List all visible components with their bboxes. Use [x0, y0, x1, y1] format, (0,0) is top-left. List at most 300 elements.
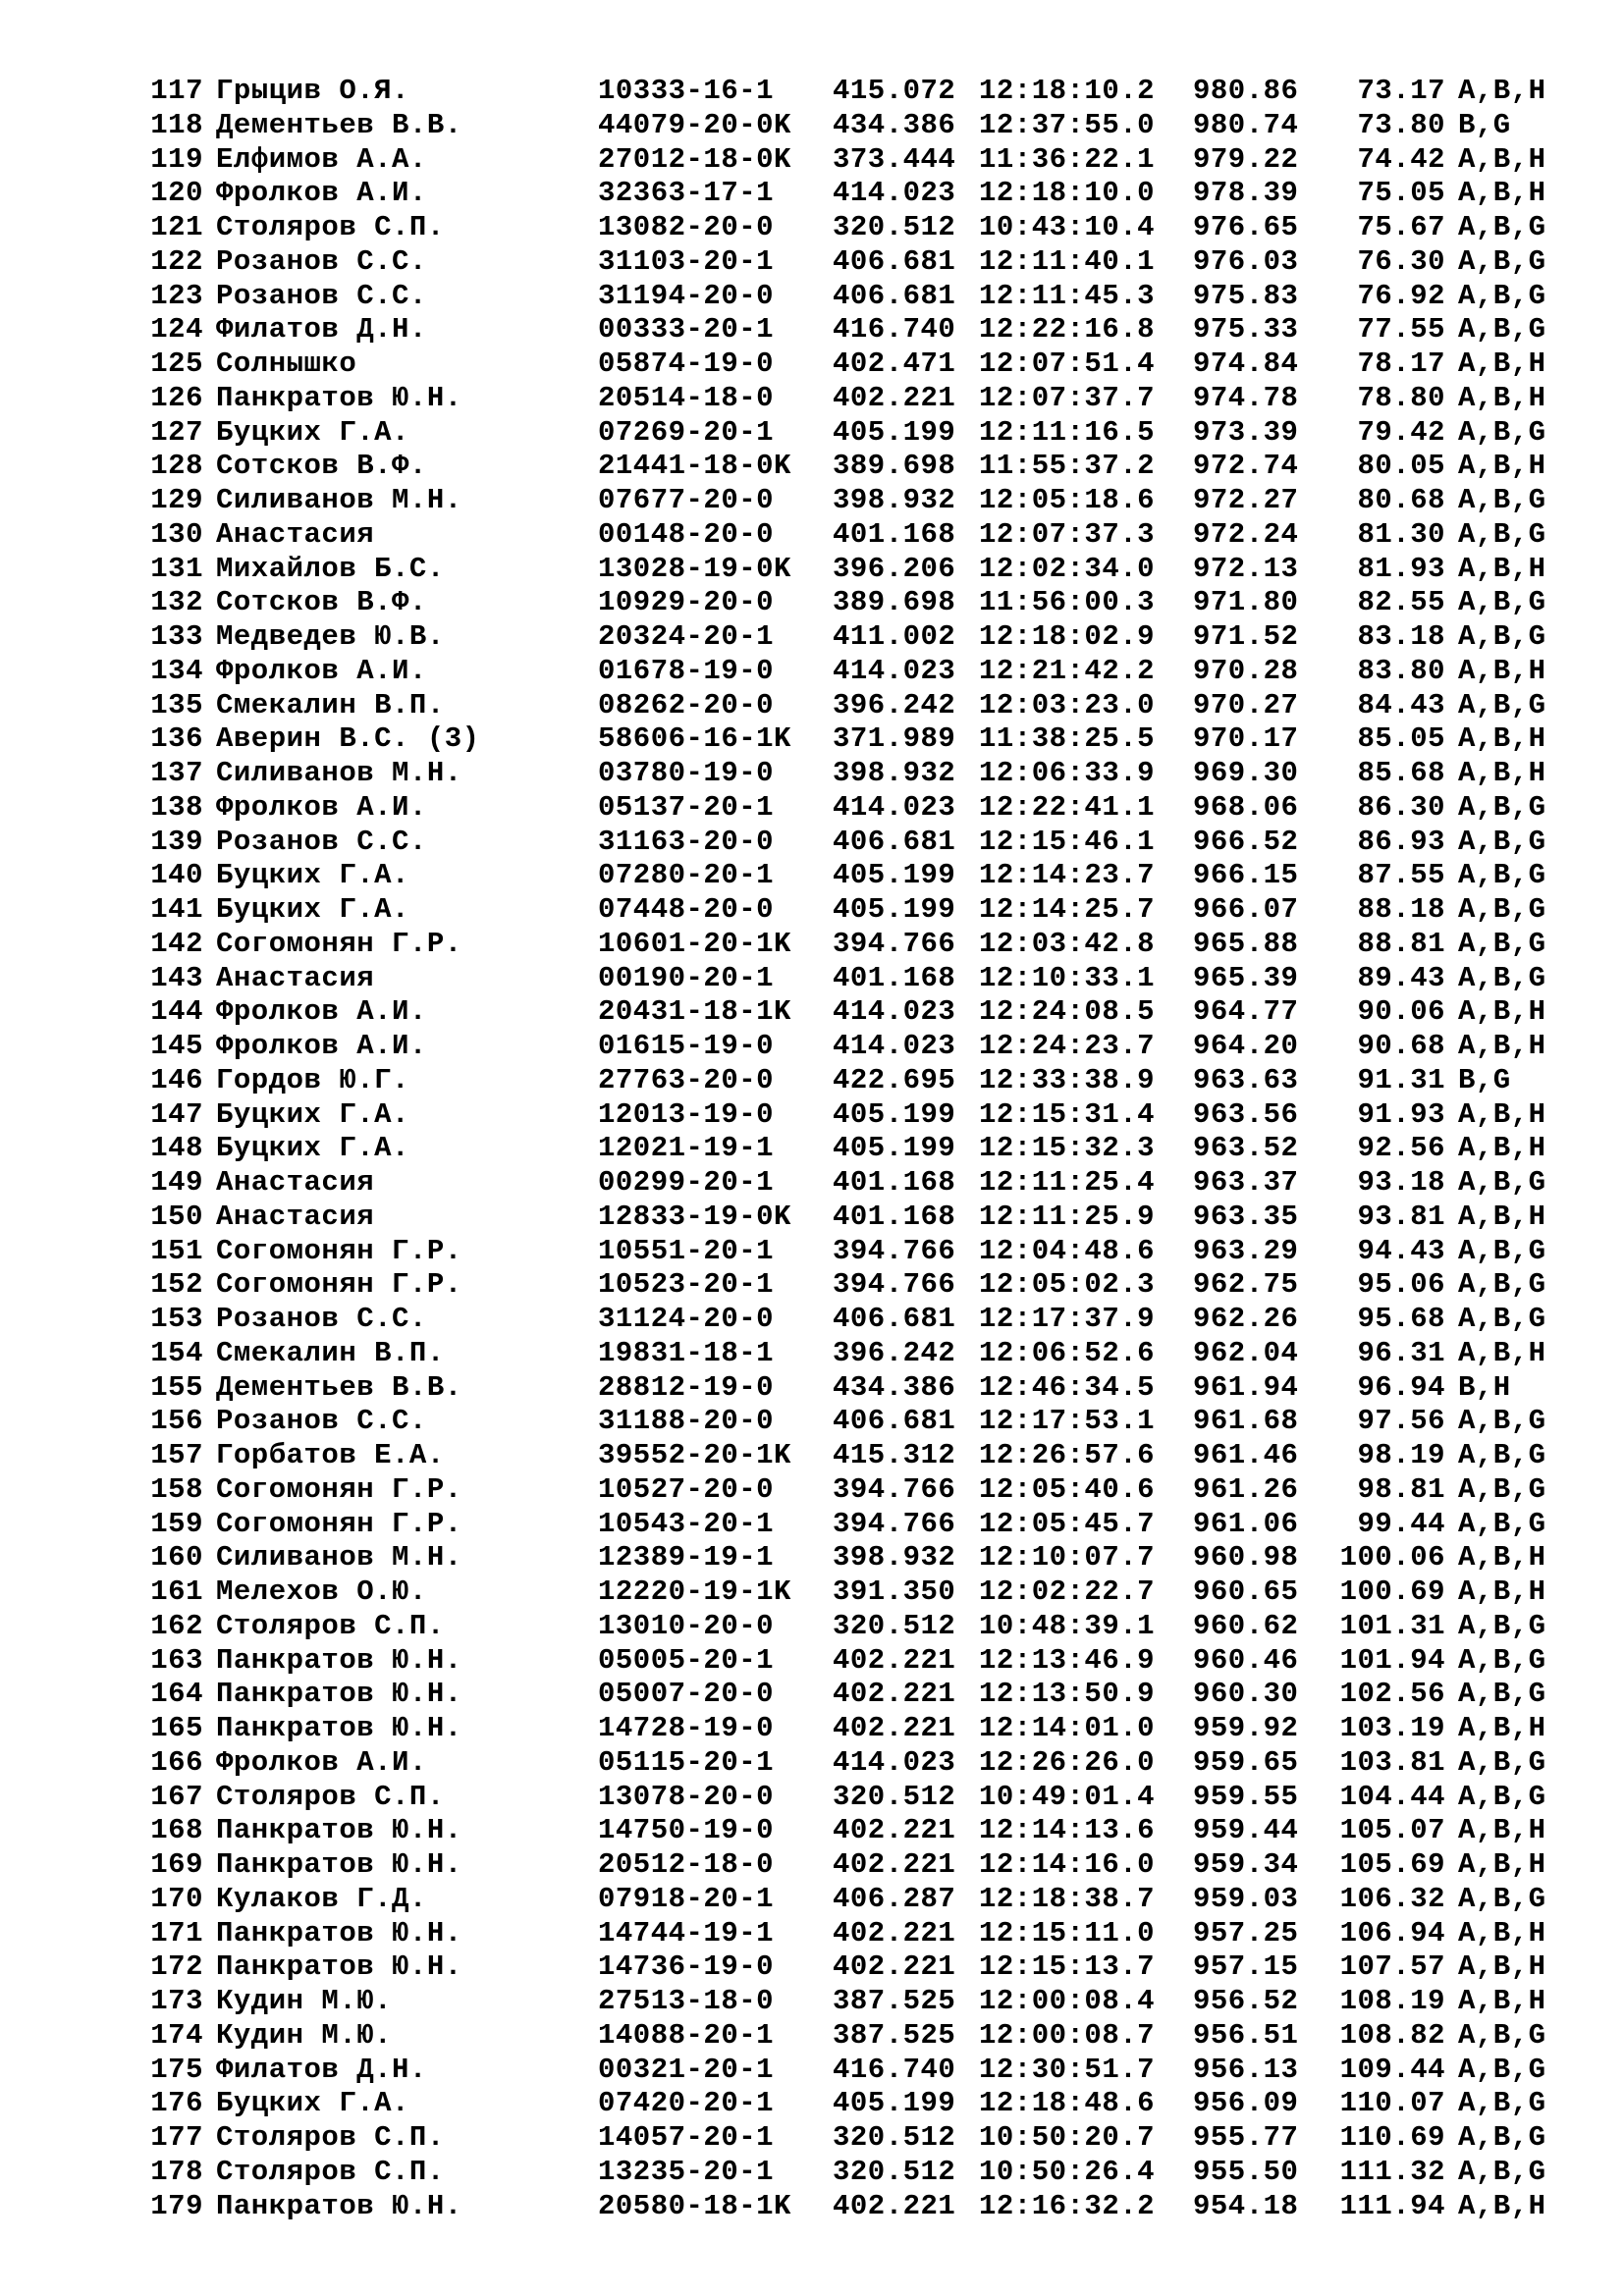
ring-number: 05007-20-0: [598, 1678, 775, 1711]
points-value: 77.55: [1357, 313, 1445, 347]
points-value: 74.42: [1357, 142, 1445, 176]
speed-value: 959.03: [1193, 1882, 1299, 1915]
owner-name: Гордов Ю.Г.: [216, 1063, 409, 1096]
owner-name: Панкратов Ю.Н.: [216, 1848, 462, 1881]
table-row: [144, 1097, 1546, 1133]
table-row: [144, 1200, 1546, 1235]
speed-value: 960.30: [1193, 1678, 1299, 1711]
speed-value: 980.86: [1193, 75, 1299, 107]
points-value: 91.93: [1357, 1097, 1445, 1131]
ring-number: 14728-19-0: [598, 1712, 775, 1744]
ring-number: 00321-20-1: [598, 2053, 775, 2086]
owner-name: Силиванов М.Н.: [216, 484, 462, 516]
distance-km: 394.766: [833, 1507, 956, 1540]
owner-name: Кудин М.Ю.: [216, 2018, 393, 2052]
speed-value: 969.30: [1193, 757, 1299, 789]
speed-value: 972.74: [1193, 450, 1299, 483]
points-value: 81.30: [1357, 517, 1445, 551]
table-row: [144, 1303, 1546, 1337]
arrival-time: 12:15:32.3: [979, 1132, 1156, 1165]
owner-name: Согомонян Г.Р.: [216, 1507, 462, 1540]
arrival-time: 11:36:22.1: [979, 142, 1156, 176]
owner-name: Согомонян Г.Р.: [216, 1268, 462, 1302]
points-value: 86.93: [1357, 825, 1445, 858]
speed-value: 955.77: [1193, 2121, 1299, 2154]
class-codes: A,B,G: [1458, 825, 1546, 858]
ring-number: 07280-20-1: [598, 859, 775, 892]
speed-value: 955.50: [1193, 2155, 1299, 2188]
ring-number: 20512-18-0: [598, 1848, 775, 1881]
place-number: 160: [150, 1541, 203, 1575]
class-codes: A,B,G: [1458, 1405, 1546, 1438]
distance-km: 406.287: [833, 1882, 956, 1915]
distance-km: 401.168: [833, 961, 956, 994]
table-row: [144, 1166, 1546, 1201]
class-codes: A,B,H: [1458, 1030, 1546, 1062]
speed-value: 970.28: [1193, 654, 1299, 687]
ring-number: 12021-19-1: [598, 1132, 775, 1165]
owner-name: Фролков А.И.: [216, 654, 427, 687]
arrival-time: 12:17:37.9: [979, 1303, 1156, 1335]
distance-km: 402.471: [833, 347, 956, 380]
ring-number: 05005-20-1: [598, 1643, 775, 1677]
table-row: [144, 1234, 1546, 1269]
table-row: [144, 1814, 1546, 1848]
points-value: 98.81: [1357, 1472, 1445, 1506]
distance-km: 405.199: [833, 415, 956, 449]
table-row: [144, 211, 1546, 245]
ring-number: 12220-19-1K: [598, 1575, 791, 1608]
ring-number: 01615-19-0: [598, 1030, 775, 1062]
distance-km: 387.525: [833, 2018, 956, 2052]
class-codes: A,B,G: [1458, 1439, 1546, 1471]
points-value: 80.68: [1357, 484, 1445, 516]
table-row: [144, 1780, 1546, 1815]
arrival-time: 12:11:25.9: [979, 1200, 1156, 1233]
place-number: 161: [150, 1575, 203, 1608]
class-codes: A,B,H: [1458, 75, 1546, 107]
arrival-time: 12:15:11.0: [979, 1916, 1156, 1949]
table-row: [144, 279, 1546, 314]
place-number: 122: [150, 244, 203, 278]
arrival-time: 12:05:40.6: [979, 1472, 1156, 1506]
arrival-time: 12:26:26.0: [979, 1745, 1156, 1779]
place-number: 158: [150, 1472, 203, 1506]
speed-value: 974.78: [1193, 381, 1299, 414]
distance-km: 402.221: [833, 1678, 956, 1711]
speed-value: 959.65: [1193, 1745, 1299, 1779]
place-number: 127: [150, 415, 203, 449]
place-number: 134: [150, 654, 203, 687]
table-row: [144, 1371, 1539, 1406]
class-codes: A,B,H: [1458, 654, 1546, 687]
distance-km: 402.221: [833, 1814, 956, 1847]
class-codes: A,B,H: [1458, 1575, 1546, 1608]
table-row: [144, 1678, 1546, 1712]
points-value: 109.44: [1339, 2053, 1445, 2086]
table-row: [144, 1848, 1546, 1883]
distance-km: 402.221: [833, 1916, 956, 1949]
distance-km: 320.512: [833, 1609, 956, 1642]
table-row: [144, 517, 1546, 553]
ring-number: 27763-20-0: [598, 1063, 775, 1096]
points-value: 99.44: [1357, 1507, 1445, 1540]
points-value: 81.93: [1357, 552, 1445, 585]
distance-km: 416.740: [833, 313, 956, 347]
place-number: 155: [150, 1370, 203, 1404]
arrival-time: 10:50:26.4: [979, 2155, 1156, 2188]
points-value: 75.05: [1357, 177, 1445, 210]
speed-value: 975.33: [1193, 313, 1299, 347]
place-number: 123: [150, 279, 203, 312]
points-value: 101.31: [1339, 1609, 1445, 1642]
ring-number: 07269-20-1: [598, 415, 775, 449]
speed-value: 962.04: [1193, 1336, 1299, 1369]
place-number: 145: [150, 1030, 203, 1062]
table-row: [144, 2121, 1546, 2156]
ring-number: 31103-20-1: [598, 244, 775, 278]
class-codes: A,B,H: [1458, 1985, 1546, 2017]
class-codes: A,B,G: [1458, 244, 1546, 278]
place-number: 133: [150, 620, 203, 653]
class-codes: A,B,H: [1458, 1814, 1546, 1847]
owner-name: Розанов С.С.: [216, 279, 427, 312]
class-codes: A,B,H: [1458, 1132, 1546, 1165]
ring-number: 14057-20-1: [598, 2121, 775, 2154]
class-codes: B,H: [1458, 1370, 1511, 1404]
arrival-time: 12:14:25.7: [979, 893, 1156, 926]
class-codes: B,G: [1458, 1063, 1511, 1096]
table-row: [144, 1439, 1546, 1473]
arrival-time: 12:14:16.0: [979, 1848, 1156, 1881]
speed-value: 960.65: [1193, 1575, 1299, 1608]
speed-value: 968.06: [1193, 790, 1299, 824]
distance-km: 394.766: [833, 927, 956, 960]
table-row: [144, 1916, 1546, 1951]
ring-number: 05137-20-1: [598, 790, 775, 824]
points-value: 90.06: [1357, 995, 1445, 1029]
speed-value: 964.20: [1193, 1030, 1299, 1062]
distance-km: 405.199: [833, 1132, 956, 1165]
place-number: 131: [150, 552, 203, 585]
speed-value: 972.24: [1193, 517, 1299, 551]
owner-name: Буцких Г.А.: [216, 2087, 409, 2120]
distance-km: 405.199: [833, 859, 956, 892]
speed-value: 961.26: [1193, 1472, 1299, 1506]
distance-km: 405.199: [833, 893, 956, 926]
place-number: 159: [150, 1507, 203, 1540]
points-value: 75.67: [1357, 211, 1445, 243]
points-value: 90.68: [1357, 1030, 1445, 1062]
arrival-time: 12:37:55.0: [979, 108, 1156, 141]
points-value: 106.32: [1339, 1882, 1445, 1915]
distance-km: 414.023: [833, 1030, 956, 1062]
owner-name: Филатов Д.Н.: [216, 2053, 427, 2086]
owner-name: Силиванов М.Н.: [216, 1541, 462, 1575]
speed-value: 966.15: [1193, 859, 1299, 892]
ring-number: 32363-17-1: [598, 177, 775, 210]
place-number: 156: [150, 1405, 203, 1438]
speed-value: 960.62: [1193, 1609, 1299, 1642]
ring-number: 28812-19-0: [598, 1370, 775, 1404]
class-codes: A,B,H: [1458, 722, 1546, 756]
points-value: 96.94: [1357, 1370, 1445, 1404]
place-number: 132: [150, 586, 203, 619]
arrival-time: 12:18:38.7: [979, 1882, 1156, 1915]
distance-km: 414.023: [833, 1745, 956, 1779]
place-number: 168: [150, 1814, 203, 1847]
table-row: [144, 142, 1546, 178]
table-row: [144, 1030, 1546, 1064]
arrival-time: 12:16:32.2: [979, 2189, 1156, 2222]
distance-km: 391.350: [833, 1575, 956, 1608]
speed-value: 957.25: [1193, 1916, 1299, 1949]
table-row: [144, 1643, 1546, 1679]
arrival-time: 12:11:40.1: [979, 244, 1156, 278]
arrival-time: 12:14:01.0: [979, 1712, 1156, 1744]
speed-value: 956.52: [1193, 1985, 1299, 2017]
speed-value: 956.13: [1193, 2053, 1299, 2086]
speed-value: 960.98: [1193, 1541, 1299, 1575]
arrival-time: 12:24:08.5: [979, 995, 1156, 1029]
ring-number: 13235-20-1: [598, 2155, 775, 2188]
class-codes: A,B,G: [1458, 688, 1546, 721]
distance-km: 401.168: [833, 517, 956, 551]
arrival-time: 12:00:08.7: [979, 2018, 1156, 2052]
distance-km: 402.221: [833, 1950, 956, 1984]
results-table: [144, 75, 1546, 2223]
owner-name: Смекалин В.П.: [216, 688, 445, 721]
table-row: [144, 757, 1546, 791]
speed-value: 976.03: [1193, 244, 1299, 278]
table-row: [144, 2053, 1546, 2088]
owner-name: Аверин В.С. (3): [216, 722, 480, 756]
distance-km: 398.932: [833, 1541, 956, 1575]
ring-number: 27513-18-0: [598, 1985, 775, 2017]
speed-value: 961.46: [1193, 1439, 1299, 1471]
ring-number: 10527-20-0: [598, 1472, 775, 1506]
owner-name: Мелехов О.Ю.: [216, 1575, 427, 1608]
speed-value: 970.27: [1193, 688, 1299, 721]
table-row: [144, 2155, 1546, 2190]
arrival-time: 12:21:42.2: [979, 654, 1156, 687]
place-number: 136: [150, 722, 203, 756]
owner-name: Столяров С.П.: [216, 2155, 445, 2188]
place-number: 138: [150, 790, 203, 824]
place-number: 129: [150, 484, 203, 516]
distance-km: 389.698: [833, 450, 956, 483]
place-number: 172: [150, 1950, 203, 1984]
points-value: 105.07: [1339, 1814, 1445, 1847]
ring-number: 14736-19-0: [598, 1950, 775, 1984]
distance-km: 387.525: [833, 1985, 956, 2017]
ring-number: 12833-19-0K: [598, 1200, 791, 1233]
points-value: 88.18: [1357, 893, 1445, 926]
speed-value: 959.55: [1193, 1780, 1299, 1813]
points-value: 111.94: [1339, 2189, 1445, 2222]
distance-km: 396.242: [833, 688, 956, 721]
points-value: 79.42: [1357, 415, 1445, 449]
ring-number: 13010-20-0: [598, 1609, 775, 1642]
place-number: 166: [150, 1745, 203, 1779]
points-value: 107.57: [1339, 1950, 1445, 1984]
arrival-time: 12:22:16.8: [979, 313, 1156, 347]
distance-km: 406.681: [833, 1405, 956, 1438]
class-codes: A,B,G: [1458, 586, 1546, 619]
points-value: 73.17: [1357, 75, 1445, 107]
place-number: 154: [150, 1336, 203, 1369]
table-row: [144, 1472, 1546, 1508]
place-number: 119: [150, 142, 203, 176]
ring-number: 14750-19-0: [598, 1814, 775, 1847]
class-codes: A,B,H: [1458, 177, 1546, 210]
table-row: [144, 1336, 1546, 1371]
points-value: 110.69: [1339, 2121, 1445, 2154]
place-number: 142: [150, 927, 203, 960]
arrival-time: 12:26:57.6: [979, 1439, 1156, 1471]
class-codes: A,B,G: [1458, 2155, 1546, 2188]
owner-name: Кудин М.Ю.: [216, 1985, 393, 2017]
table-row: [144, 1405, 1546, 1439]
ring-number: 58606-16-1K: [598, 722, 791, 756]
place-number: 177: [150, 2121, 203, 2154]
points-value: 92.56: [1357, 1132, 1445, 1165]
speed-value: 956.09: [1193, 2087, 1299, 2120]
points-value: 102.56: [1339, 1678, 1445, 1711]
class-codes: A,B,G: [1458, 484, 1546, 516]
place-number: 124: [150, 313, 203, 347]
distance-km: 416.740: [833, 2053, 956, 2086]
table-row: [144, 859, 1546, 893]
table-row: [144, 1745, 1546, 1781]
owner-name: Сотсков В.Ф.: [216, 450, 427, 483]
arrival-time: 12:46:34.5: [979, 1370, 1156, 1404]
place-number: 149: [150, 1166, 203, 1199]
table-row: [144, 2087, 1546, 2121]
owner-name: Панкратов Ю.Н.: [216, 1950, 462, 1984]
ring-number: 00148-20-0: [598, 517, 775, 551]
distance-km: 394.766: [833, 1234, 956, 1267]
table-row: [144, 1132, 1546, 1166]
points-value: 108.82: [1339, 2018, 1445, 2052]
class-codes: A,B,H: [1458, 142, 1546, 176]
arrival-time: 12:17:53.1: [979, 1405, 1156, 1438]
class-codes: A,B,H: [1458, 1950, 1546, 1984]
ring-number: 03780-19-0: [598, 757, 775, 789]
speed-value: 972.13: [1193, 552, 1299, 585]
owner-name: Смекалин В.П.: [216, 1336, 445, 1369]
speed-value: 963.52: [1193, 1132, 1299, 1165]
distance-km: 401.168: [833, 1166, 956, 1199]
speed-value: 962.26: [1193, 1303, 1299, 1335]
class-codes: A,B,G: [1458, 620, 1546, 653]
arrival-time: 12:33:38.9: [979, 1063, 1156, 1096]
class-codes: A,B,H: [1458, 1541, 1546, 1575]
owner-name: Фролков А.И.: [216, 1030, 427, 1062]
class-codes: A,B,G: [1458, 1609, 1546, 1642]
distance-km: 320.512: [833, 1780, 956, 1813]
speed-value: 966.07: [1193, 893, 1299, 926]
points-value: 93.81: [1357, 1200, 1445, 1233]
owner-name: Силиванов М.Н.: [216, 757, 462, 789]
table-row: [144, 1712, 1546, 1746]
points-value: 106.94: [1339, 1916, 1445, 1949]
ring-number: 13078-20-0: [598, 1780, 775, 1813]
speed-value: 970.17: [1193, 722, 1299, 756]
arrival-time: 12:18:02.9: [979, 620, 1156, 653]
distance-km: 434.386: [833, 1370, 956, 1404]
table-row: [144, 1609, 1546, 1644]
ring-number: 10929-20-0: [598, 586, 775, 619]
distance-km: 320.512: [833, 2121, 956, 2154]
ring-number: 27012-18-0K: [598, 142, 791, 176]
table-row: [144, 1064, 1539, 1098]
arrival-time: 10:43:10.4: [979, 211, 1156, 243]
speed-value: 963.35: [1193, 1200, 1299, 1233]
class-codes: A,B,G: [1458, 1472, 1546, 1506]
owner-name: Столяров С.П.: [216, 1609, 445, 1642]
class-codes: A,B,G: [1458, 1882, 1546, 1915]
arrival-time: 11:38:25.5: [979, 722, 1156, 756]
table-row: [144, 1541, 1546, 1575]
speed-value: 971.80: [1193, 586, 1299, 619]
place-number: 153: [150, 1303, 203, 1335]
distance-km: 401.168: [833, 1200, 956, 1233]
ring-number: 07420-20-1: [598, 2087, 775, 2120]
points-value: 84.43: [1357, 688, 1445, 721]
place-number: 144: [150, 995, 203, 1029]
distance-km: 405.199: [833, 1097, 956, 1131]
arrival-time: 12:22:41.1: [979, 790, 1156, 824]
place-number: 148: [150, 1132, 203, 1165]
distance-km: 402.221: [833, 1848, 956, 1881]
speed-value: 962.75: [1193, 1268, 1299, 1302]
points-value: 85.68: [1357, 757, 1445, 789]
class-codes: A,B,H: [1458, 1097, 1546, 1131]
speed-value: 971.52: [1193, 620, 1299, 653]
owner-name: Анастасия: [216, 1200, 375, 1233]
table-row: [144, 654, 1546, 689]
place-number: 173: [150, 1985, 203, 2017]
ring-number: 44079-20-0K: [598, 108, 791, 141]
points-value: 111.32: [1339, 2155, 1445, 2188]
arrival-time: 12:05:18.6: [979, 484, 1156, 516]
arrival-time: 12:02:34.0: [979, 552, 1156, 585]
place-number: 151: [150, 1234, 203, 1267]
place-number: 179: [150, 2189, 203, 2222]
owner-name: Согомонян Г.Р.: [216, 927, 462, 960]
place-number: 170: [150, 1882, 203, 1915]
speed-value: 976.65: [1193, 211, 1299, 243]
distance-km: 402.221: [833, 1643, 956, 1677]
place-number: 152: [150, 1268, 203, 1302]
owner-name: Буцких Г.А.: [216, 1097, 409, 1131]
distance-km: 394.766: [833, 1472, 956, 1506]
points-value: 98.19: [1357, 1439, 1445, 1471]
arrival-time: 12:11:45.3: [979, 279, 1156, 312]
class-codes: A,B,H: [1458, 1848, 1546, 1881]
speed-value: 974.84: [1193, 347, 1299, 380]
points-value: 83.80: [1357, 654, 1445, 687]
owner-name: Розанов С.С.: [216, 244, 427, 278]
distance-km: 396.206: [833, 552, 956, 585]
class-codes: A,B,G: [1458, 1678, 1546, 1711]
arrival-time: 10:49:01.4: [979, 1780, 1156, 1813]
class-codes: A,B,H: [1458, 757, 1546, 789]
distance-km: 402.221: [833, 2189, 956, 2222]
speed-value: 960.46: [1193, 1643, 1299, 1677]
class-codes: A,B,H: [1458, 995, 1546, 1029]
